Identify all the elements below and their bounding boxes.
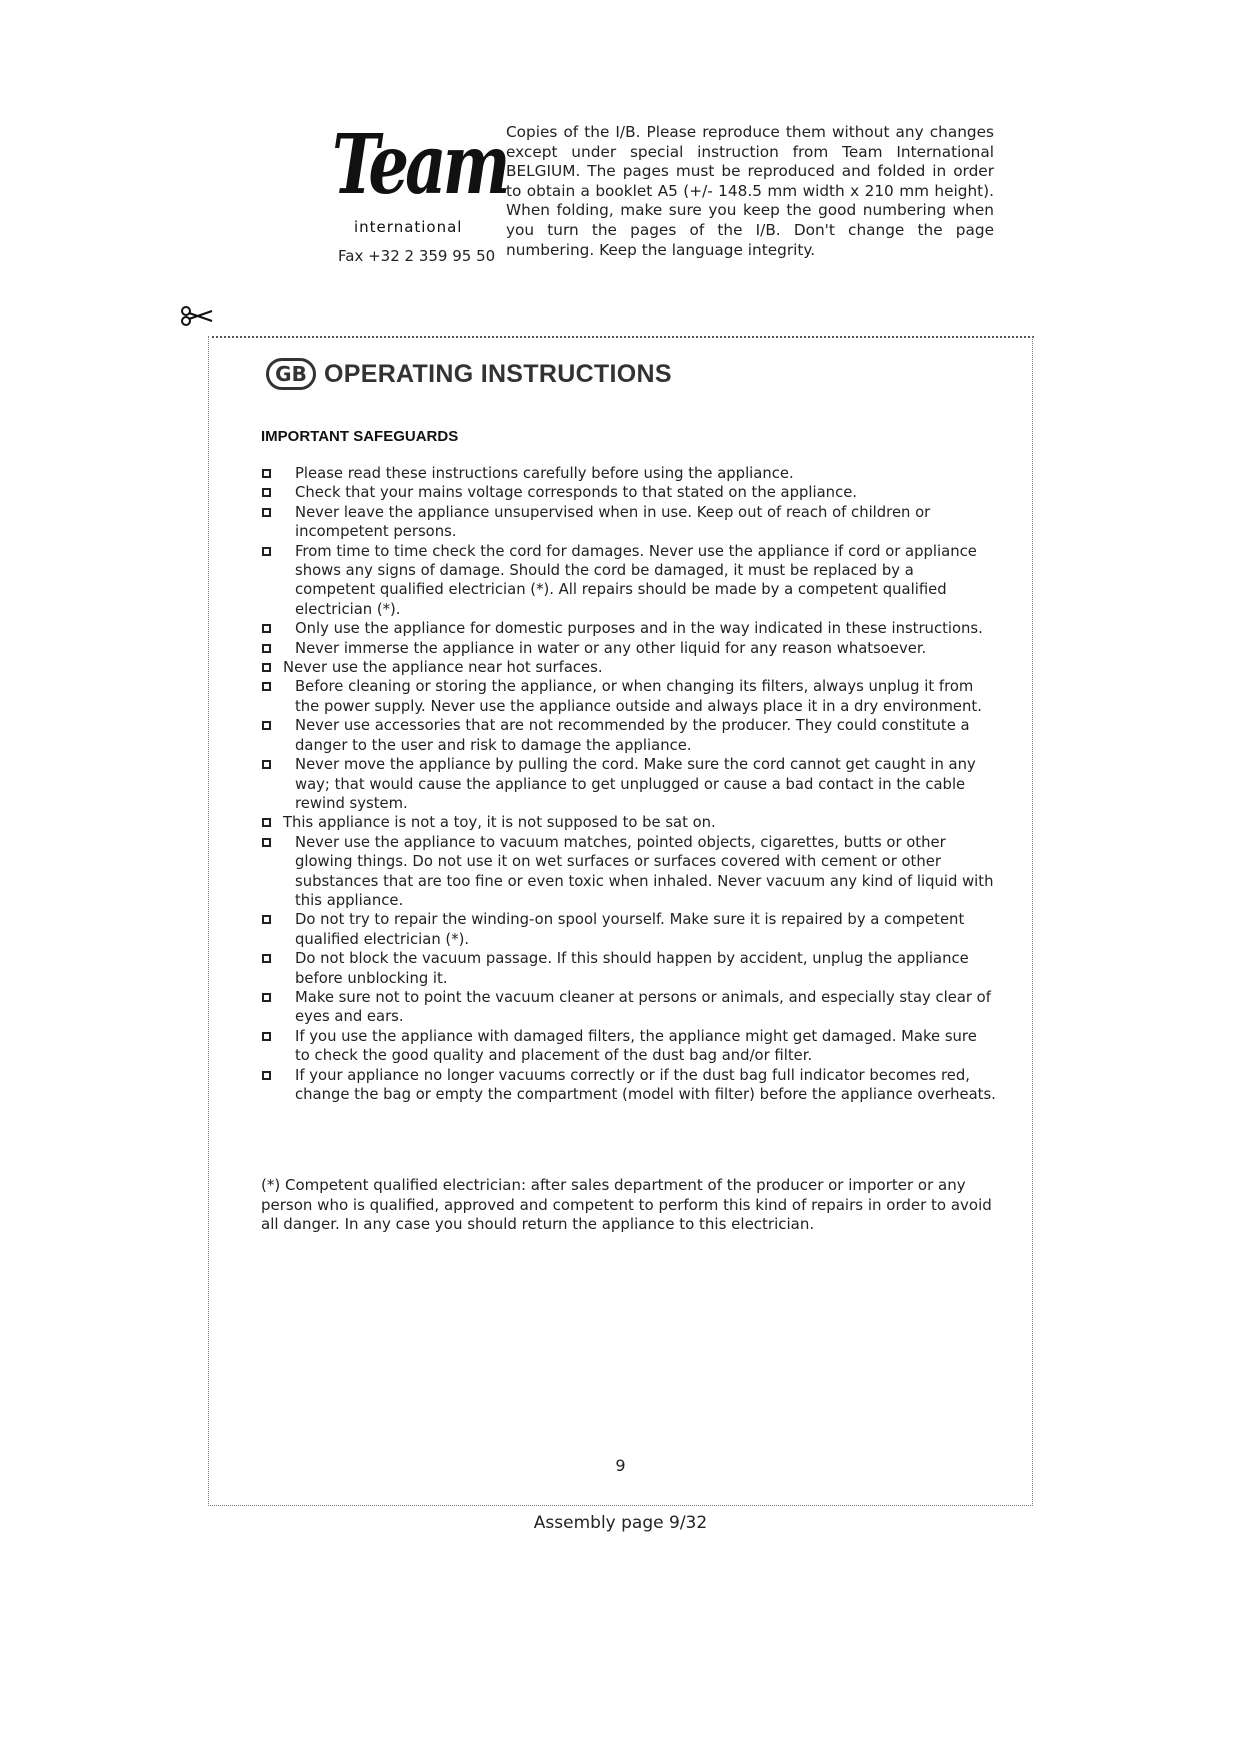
- gb-language-badge: GB: [266, 358, 316, 390]
- list-item: Never move the appliance by pulling the cord. Make sure the cord cannot get caught in any way; that would cause the appliance to get unplugged or cause a bad contact in the cable rewind system.: [261, 755, 996, 813]
- safeguards-list: [261, 464, 996, 1104]
- checkbox-bullet-icon: [262, 547, 271, 556]
- checkbox-bullet-icon: [262, 838, 271, 847]
- reproduction-instructions: Copies of the I/B. Please reproduce them without any changes except under special instruction from Team International BELGIUM. The pages must be reproduced and folded in order to obtain a booklet A5 (+/- 148.5 mm width x 210 mm height). When folding, make sure you keep the good numbering when you turn the pages of the I/B. Don't change the page numbering. Keep the language integrity.: [506, 123, 994, 259]
- checkbox-bullet-icon: [262, 915, 271, 924]
- list-item: Make sure not to point the vacuum cleaner at persons or animals, and especially stay clear of eyes and ears.: [261, 988, 996, 1027]
- list-item: Never immerse the appliance in water or any other liquid for any reason whatsoever.: [261, 639, 996, 658]
- checkbox-bullet-icon: [262, 818, 271, 827]
- list-item: Never use the appliance near hot surfaces.: [261, 658, 996, 677]
- list-item: Before cleaning or storing the appliance, or when changing its filters, always unplug it from the power supply. Never use the appliance outside and always place it in a dry environment.: [261, 677, 996, 716]
- team-logo: [326, 117, 507, 248]
- page-title: [266, 356, 672, 392]
- checkbox-bullet-icon: [262, 1032, 271, 1041]
- checkbox-bullet-icon: [262, 663, 271, 672]
- checkbox-bullet-icon: [262, 721, 271, 730]
- checkbox-bullet-icon: [262, 469, 271, 478]
- checkbox-bullet-icon: [262, 624, 271, 633]
- checkbox-bullet-icon: [262, 1071, 271, 1080]
- checkbox-bullet-icon: [262, 644, 271, 653]
- list-item: Never use accessories that are not recommended by the producer. They could constitute a danger to the user and risk to damage the appliance.: [261, 716, 996, 755]
- fax-number: Fax +32 2 359 95 50: [338, 247, 496, 265]
- list-item: Never leave the appliance unsupervised when in use. Keep out of reach of children or incompetent persons.: [261, 503, 996, 542]
- checkbox-bullet-icon: [262, 682, 271, 691]
- list-item: Please read these instructions carefully before using the appliance.: [261, 464, 996, 483]
- checkbox-bullet-icon: [262, 993, 271, 1002]
- checkbox-bullet-icon: [262, 488, 271, 497]
- title-text: OPERATING INSTRUCTIONS: [324, 359, 672, 388]
- checkbox-bullet-icon: [262, 760, 271, 769]
- checkbox-bullet-icon: [262, 508, 271, 517]
- footnote: (*) Competent qualified electrician: after sales department of the producer or importer or any person who is qualified, approved and competent to perform this kind of repairs in order to avoid all danger. In any case you should return the appliance to this electrician.: [261, 1176, 992, 1234]
- list-item: Check that your mains voltage corresponds to that stated on the appliance.: [261, 483, 996, 502]
- logo-subtitle: international: [354, 218, 463, 236]
- scissors-icon: [180, 305, 214, 327]
- list-item: Never use the appliance to vacuum matches, pointed objects, cigarettes, butts or other glowing things. Do not use it on wet surfaces or surfaces covered with cement or other substances that are too fine or even toxic when inhaled. Never vacuum any kind of liquid with this appliance.: [261, 833, 996, 911]
- page-number: 9: [615, 1456, 626, 1475]
- assembly-page-label: Assembly page 9/32: [533, 1513, 708, 1533]
- list-item: Do not block the vacuum passage. If this should happen by accident, unplug the appliance before unblocking it.: [261, 949, 996, 988]
- list-item: From time to time check the cord for damages. Never use the appliance if cord or appliance shows any signs of damage. Should the cord be damaged, it must be replaced by a competent qualified electrician (*). All repairs should be made by a competent qualified electrician (*).: [261, 542, 996, 620]
- checkbox-bullet-icon: [262, 954, 271, 963]
- list-item: Do not try to repair the winding-on spool yourself. Make sure it is repaired by a competent qualified electrician (*).: [261, 910, 996, 949]
- section-heading: IMPORTANT SAFEGUARDS: [261, 428, 459, 445]
- list-item: If you use the appliance with damaged filters, the appliance might get damaged. Make sure to check the good quality and placement of the dust bag and/or filter.: [261, 1027, 996, 1066]
- list-item: This appliance is not a toy, it is not supposed to be sat on.: [261, 813, 996, 832]
- list-item: If your appliance no longer vacuums correctly or if the dust bag full indicator becomes red, change the bag or empty the compartment (model with filter) before the appliance overheats.: [261, 1066, 996, 1105]
- list-item: Only use the appliance for domestic purposes and in the way indicated in these instructions.: [261, 619, 996, 638]
- logo-wordmark: Team: [332, 117, 507, 213]
